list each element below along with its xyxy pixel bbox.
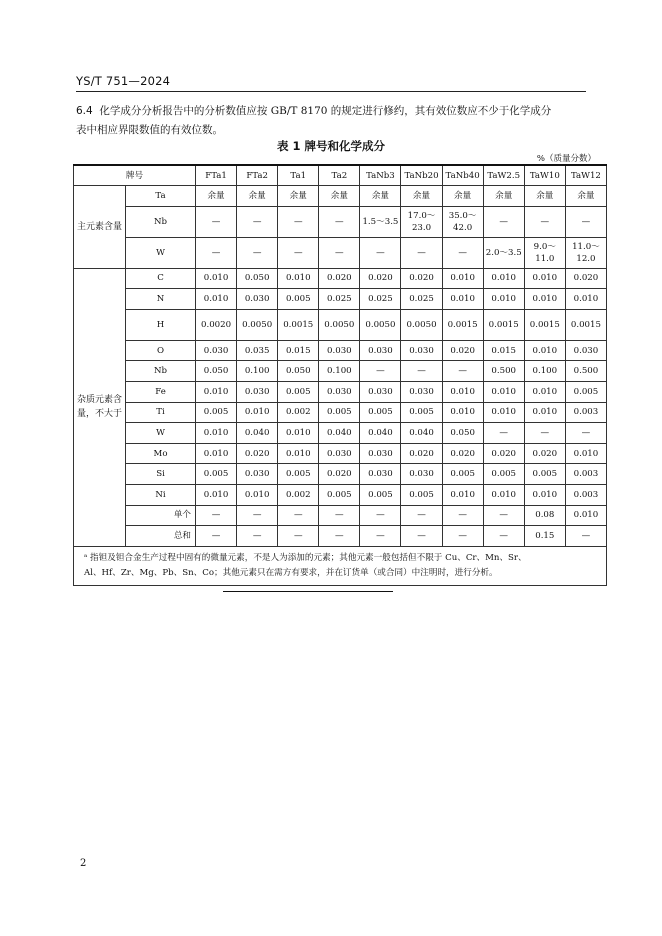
value-cell: 0.020 bbox=[319, 464, 360, 485]
value-cell: 0.100 bbox=[237, 361, 278, 382]
value-cell: — bbox=[442, 526, 483, 547]
value-cell: — bbox=[442, 237, 483, 268]
value-cell: 0.010 bbox=[196, 289, 237, 310]
grade-header-cell: TaW12 bbox=[565, 165, 606, 186]
grade-header-cell: TaW10 bbox=[524, 165, 565, 186]
value-cell: — bbox=[196, 206, 237, 237]
element-label: Ni bbox=[126, 485, 196, 506]
value-cell: 0.030 bbox=[319, 443, 360, 464]
value-cell: 0.010 bbox=[278, 423, 319, 444]
value-cell: 0.0050 bbox=[360, 309, 401, 340]
table-row bbox=[74, 309, 607, 340]
table-row bbox=[74, 402, 607, 423]
value-cell: 0.010 bbox=[196, 423, 237, 444]
value-cell: 余量 bbox=[442, 186, 483, 207]
element-label: H bbox=[126, 309, 196, 340]
value-cell: — bbox=[565, 526, 606, 547]
value-cell: 9.0～11.0 bbox=[524, 237, 565, 268]
grade-header-cell: TaNb20 bbox=[401, 165, 442, 186]
value-cell: 0.0015 bbox=[524, 309, 565, 340]
value-cell: 0.025 bbox=[360, 289, 401, 310]
value-cell: — bbox=[524, 423, 565, 444]
element-label: O bbox=[126, 340, 196, 361]
value-cell: 0.100 bbox=[319, 361, 360, 382]
table-unit: %（质量分数） bbox=[536, 154, 596, 164]
grade-header-cell: TaW2.5 bbox=[483, 165, 524, 186]
table-row bbox=[74, 464, 607, 485]
value-cell: 0.08 bbox=[524, 505, 565, 526]
value-cell: 余量 bbox=[319, 186, 360, 207]
value-cell: 余量 bbox=[483, 186, 524, 207]
value-cell: 0.025 bbox=[319, 289, 360, 310]
value-cell: 0.025 bbox=[401, 289, 442, 310]
header-rule bbox=[76, 91, 586, 92]
value-cell: 0.030 bbox=[401, 464, 442, 485]
value-cell: 0.030 bbox=[237, 382, 278, 403]
element-label: W bbox=[126, 237, 196, 268]
value-cell: — bbox=[278, 505, 319, 526]
value-cell: 0.010 bbox=[524, 268, 565, 289]
footnote-line1: ᵃ 指钽及钽合金生产过程中固有的微量元素，不是人为添加的元素；其他元素一般包括但不限于 Cu、Cr、Mn、Sr、 bbox=[84, 552, 527, 563]
value-cell: — bbox=[319, 526, 360, 547]
value-cell: 0.005 bbox=[278, 289, 319, 310]
value-cell: 0.500 bbox=[483, 361, 524, 382]
value-cell: 0.030 bbox=[319, 382, 360, 403]
value-cell: — bbox=[401, 505, 442, 526]
element-label: Nb bbox=[126, 206, 196, 237]
element-label: 总和 bbox=[126, 526, 196, 547]
value-cell: 0.010 bbox=[565, 443, 606, 464]
value-cell: 0.010 bbox=[483, 289, 524, 310]
value-cell: 0.050 bbox=[237, 268, 278, 289]
table-row bbox=[74, 382, 607, 403]
table-row bbox=[74, 340, 607, 361]
value-cell: 0.005 bbox=[360, 402, 401, 423]
value-cell: 0.040 bbox=[360, 423, 401, 444]
element-label: Nb bbox=[126, 361, 196, 382]
value-cell: 0.020 bbox=[401, 443, 442, 464]
value-cell: 0.030 bbox=[401, 340, 442, 361]
value-cell: 0.030 bbox=[237, 289, 278, 310]
value-cell: 0.010 bbox=[278, 268, 319, 289]
value-cell: 0.030 bbox=[401, 382, 442, 403]
value-cell: 余量 bbox=[278, 186, 319, 207]
value-cell: 0.500 bbox=[565, 361, 606, 382]
grade-header-cell: Ta1 bbox=[278, 165, 319, 186]
table-title: 表 1 牌号和化学成分 bbox=[276, 139, 385, 153]
value-cell: — bbox=[319, 505, 360, 526]
value-cell: — bbox=[360, 505, 401, 526]
value-cell: 0.050 bbox=[278, 361, 319, 382]
table-header-row bbox=[74, 165, 607, 186]
value-cell: — bbox=[237, 237, 278, 268]
value-cell: 0.010 bbox=[237, 402, 278, 423]
element-label: 单个 bbox=[126, 505, 196, 526]
table-row bbox=[74, 423, 607, 444]
value-cell: 0.040 bbox=[319, 423, 360, 444]
value-cell: 17.0～23.0 bbox=[401, 206, 442, 237]
value-cell: — bbox=[319, 206, 360, 237]
value-cell: 0.020 bbox=[483, 443, 524, 464]
value-cell: — bbox=[196, 505, 237, 526]
value-cell: 0.020 bbox=[319, 268, 360, 289]
value-cell: 0.002 bbox=[278, 402, 319, 423]
end-rule bbox=[223, 591, 393, 592]
value-cell: 0.020 bbox=[565, 268, 606, 289]
element-label: C bbox=[126, 268, 196, 289]
grade-header-cell: TaNb40 bbox=[442, 165, 483, 186]
value-cell: 0.010 bbox=[196, 485, 237, 506]
value-cell: — bbox=[483, 526, 524, 547]
value-cell: 0.010 bbox=[483, 402, 524, 423]
value-cell: 0.050 bbox=[196, 361, 237, 382]
value-cell: 0.010 bbox=[565, 289, 606, 310]
footnote-row bbox=[74, 546, 607, 585]
composition-table bbox=[73, 164, 607, 586]
grade-header-cell: FTa2 bbox=[237, 165, 278, 186]
value-cell: 0.010 bbox=[442, 382, 483, 403]
value-cell: 0.002 bbox=[278, 485, 319, 506]
value-cell: 0.030 bbox=[360, 340, 401, 361]
grade-header-cell: Ta2 bbox=[319, 165, 360, 186]
clause-number: 6.4 bbox=[76, 105, 93, 117]
clause-6-4 bbox=[76, 102, 596, 140]
value-cell: — bbox=[483, 423, 524, 444]
table-row bbox=[74, 505, 607, 526]
value-cell: 0.030 bbox=[360, 443, 401, 464]
grade-header-cell: TaNb3 bbox=[360, 165, 401, 186]
value-cell: 0.005 bbox=[483, 464, 524, 485]
value-cell: 0.010 bbox=[237, 485, 278, 506]
value-cell: 余量 bbox=[401, 186, 442, 207]
value-cell: 0.005 bbox=[319, 485, 360, 506]
value-cell: 0.030 bbox=[360, 382, 401, 403]
value-cell: 0.030 bbox=[565, 340, 606, 361]
value-cell: 0.100 bbox=[524, 361, 565, 382]
value-cell: 0.005 bbox=[319, 402, 360, 423]
value-cell: 11.0～12.0 bbox=[565, 237, 606, 268]
clause-text-line2: 表中相应界限数值的有效位数。 bbox=[76, 124, 223, 136]
value-cell: 余量 bbox=[237, 186, 278, 207]
value-cell: — bbox=[278, 526, 319, 547]
value-cell: — bbox=[237, 526, 278, 547]
value-cell: 0.030 bbox=[360, 464, 401, 485]
value-cell: 0.005 bbox=[401, 402, 442, 423]
value-cell: 2.0～3.5 bbox=[483, 237, 524, 268]
value-cell: 0.010 bbox=[524, 289, 565, 310]
value-cell: 0.005 bbox=[278, 464, 319, 485]
element-label: N bbox=[126, 289, 196, 310]
value-cell: — bbox=[360, 526, 401, 547]
value-cell: 余量 bbox=[196, 186, 237, 207]
value-cell: 0.030 bbox=[237, 464, 278, 485]
table-row bbox=[74, 443, 607, 464]
value-cell: 0.005 bbox=[196, 402, 237, 423]
value-cell: — bbox=[319, 237, 360, 268]
value-cell: 0.020 bbox=[442, 340, 483, 361]
standard-code: YS/T 751—2024 bbox=[76, 74, 171, 88]
value-cell: 0.010 bbox=[524, 340, 565, 361]
value-cell: 0.035 bbox=[237, 340, 278, 361]
table-row bbox=[74, 485, 607, 506]
value-cell: 余量 bbox=[524, 186, 565, 207]
value-cell: 0.040 bbox=[401, 423, 442, 444]
value-cell: 0.010 bbox=[483, 382, 524, 403]
value-cell: 0.010 bbox=[196, 443, 237, 464]
element-label: W bbox=[126, 423, 196, 444]
grade-header: 牌号 bbox=[74, 165, 196, 186]
value-cell: 0.010 bbox=[442, 485, 483, 506]
value-cell: 0.0020 bbox=[196, 309, 237, 340]
value-cell: — bbox=[278, 237, 319, 268]
grade-header-cell: FTa1 bbox=[196, 165, 237, 186]
value-cell: — bbox=[360, 237, 401, 268]
value-cell: 0.0015 bbox=[565, 309, 606, 340]
value-cell: 0.0050 bbox=[401, 309, 442, 340]
value-cell: — bbox=[442, 505, 483, 526]
value-cell: 0.15 bbox=[524, 526, 565, 547]
clause-text-line1: 化学成分分析报告中的分析数值应按 GB/T 8170 的规定进行修约，其有效位数应不少于化学成分 bbox=[99, 105, 552, 117]
value-cell: 0.020 bbox=[524, 443, 565, 464]
table-row bbox=[74, 206, 607, 237]
value-cell: 0.005 bbox=[442, 464, 483, 485]
element-label: Ta bbox=[126, 186, 196, 207]
element-label: Mo bbox=[126, 443, 196, 464]
value-cell: — bbox=[401, 526, 442, 547]
value-cell: — bbox=[442, 361, 483, 382]
value-cell: 0.0050 bbox=[237, 309, 278, 340]
value-cell: — bbox=[196, 237, 237, 268]
value-cell: 0.020 bbox=[360, 268, 401, 289]
value-cell: 0.005 bbox=[401, 485, 442, 506]
value-cell: 0.010 bbox=[442, 289, 483, 310]
value-cell: 0.010 bbox=[483, 485, 524, 506]
main-element-group: 主元素含量 bbox=[74, 186, 126, 269]
value-cell: 余量 bbox=[565, 186, 606, 207]
value-cell: — bbox=[483, 505, 524, 526]
value-cell: — bbox=[196, 526, 237, 547]
value-cell: 0.003 bbox=[565, 402, 606, 423]
value-cell: 0.005 bbox=[196, 464, 237, 485]
impurity-group: 杂质元素含量，不大于 bbox=[74, 268, 126, 546]
value-cell: 0.020 bbox=[401, 268, 442, 289]
element-label: Si bbox=[126, 464, 196, 485]
value-cell: — bbox=[401, 361, 442, 382]
value-cell: — bbox=[483, 206, 524, 237]
value-cell: 0.015 bbox=[483, 340, 524, 361]
value-cell: 0.0015 bbox=[278, 309, 319, 340]
value-cell: 0.010 bbox=[483, 268, 524, 289]
value-cell: — bbox=[278, 206, 319, 237]
value-cell: — bbox=[237, 206, 278, 237]
value-cell: — bbox=[565, 423, 606, 444]
table-footnote bbox=[74, 546, 607, 585]
value-cell: 0.005 bbox=[278, 382, 319, 403]
table-row bbox=[74, 289, 607, 310]
value-cell: 0.0050 bbox=[319, 309, 360, 340]
value-cell: 1.5～3.5 bbox=[360, 206, 401, 237]
value-cell: 余量 bbox=[360, 186, 401, 207]
value-cell: 0.050 bbox=[442, 423, 483, 444]
value-cell: 0.030 bbox=[319, 340, 360, 361]
value-cell: 0.010 bbox=[524, 485, 565, 506]
value-cell: 0.0015 bbox=[483, 309, 524, 340]
value-cell: — bbox=[237, 505, 278, 526]
value-cell: 35.0～42.0 bbox=[442, 206, 483, 237]
value-cell: — bbox=[401, 237, 442, 268]
table-row bbox=[74, 361, 607, 382]
value-cell: 0.010 bbox=[524, 402, 565, 423]
value-cell: 0.010 bbox=[442, 268, 483, 289]
value-cell: 0.005 bbox=[565, 382, 606, 403]
value-cell: 0.003 bbox=[565, 485, 606, 506]
element-label: Ti bbox=[126, 402, 196, 423]
value-cell: — bbox=[524, 206, 565, 237]
value-cell: 0.005 bbox=[524, 464, 565, 485]
value-cell: 0.030 bbox=[196, 340, 237, 361]
footnote-line2: Al、Hf、Zr、Mg、Pb、Sn、Co；其他元素只在需方有要求，并在订货单（或合同）中注明时，进行分析。 bbox=[84, 567, 498, 578]
value-cell: 0.003 bbox=[565, 464, 606, 485]
value-cell: 0.020 bbox=[237, 443, 278, 464]
table-row bbox=[74, 268, 607, 289]
value-cell: 0.010 bbox=[278, 443, 319, 464]
value-cell: 0.010 bbox=[196, 268, 237, 289]
value-cell: 0.040 bbox=[237, 423, 278, 444]
value-cell: 0.010 bbox=[524, 382, 565, 403]
value-cell: — bbox=[360, 361, 401, 382]
table-row bbox=[74, 237, 607, 268]
value-cell: 0.0015 bbox=[442, 309, 483, 340]
value-cell: 0.010 bbox=[196, 382, 237, 403]
element-label: Fe bbox=[126, 382, 196, 403]
value-cell: — bbox=[565, 206, 606, 237]
value-cell: 0.015 bbox=[278, 340, 319, 361]
table-row bbox=[74, 526, 607, 547]
value-cell: 0.020 bbox=[442, 443, 483, 464]
value-cell: 0.010 bbox=[565, 505, 606, 526]
value-cell: 0.010 bbox=[442, 402, 483, 423]
value-cell: 0.005 bbox=[360, 485, 401, 506]
table-row bbox=[74, 186, 607, 207]
page-number: 2 bbox=[80, 858, 87, 869]
